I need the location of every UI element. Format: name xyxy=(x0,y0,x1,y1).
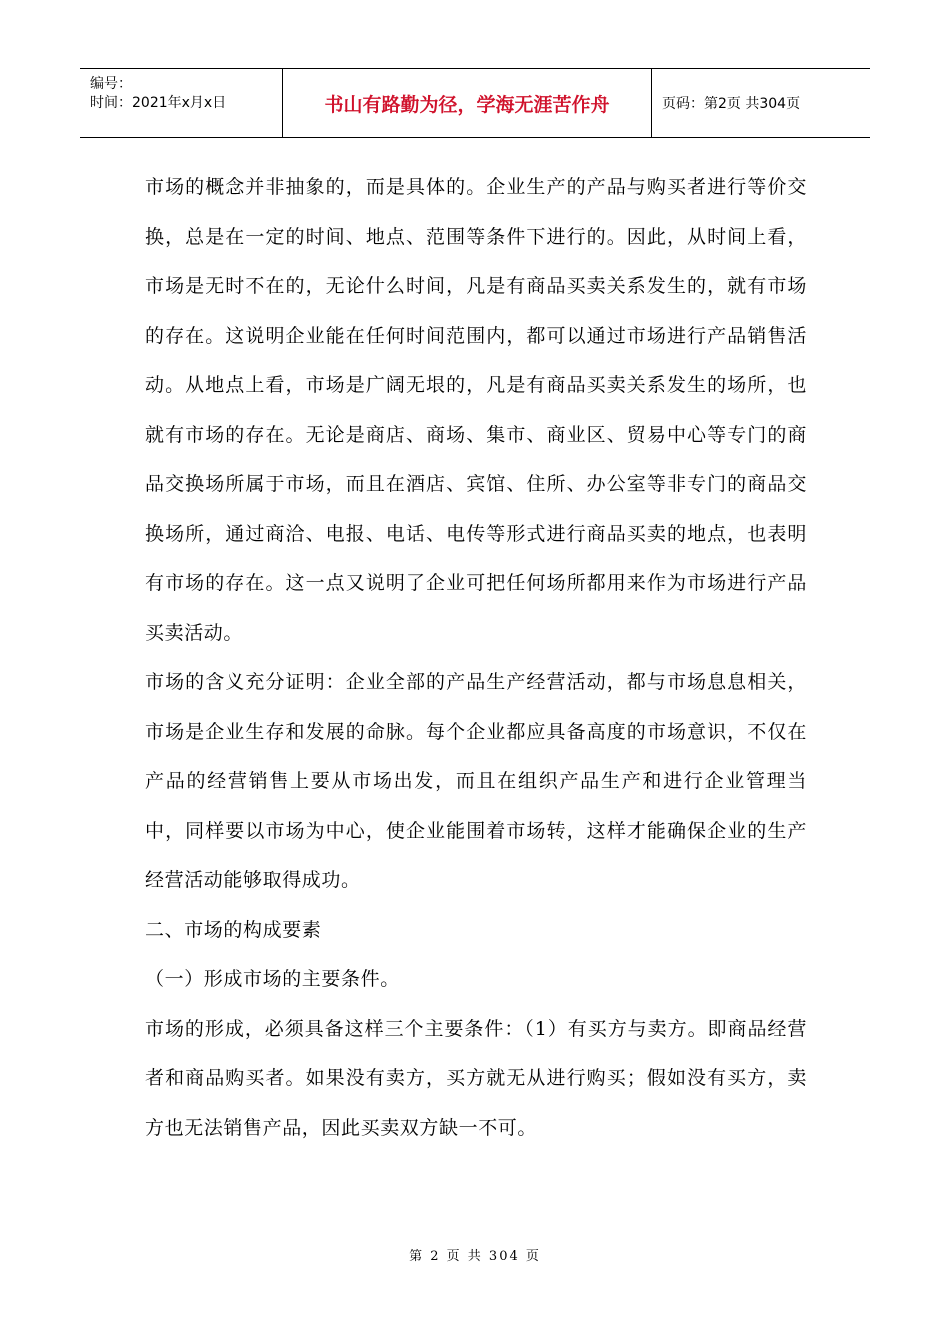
subsection-heading: （一）形成市场的主要条件。 xyxy=(145,968,400,990)
date-label: 时间：2021年x月x日 xyxy=(90,95,227,111)
document-body xyxy=(145,163,807,1153)
code-label: 编号： xyxy=(90,76,132,92)
paragraph: 市场的形成，必须具备这样三个主要条件：（1）有买方与卖方。即商品经营者和商品购买者。如果没有卖方，买方就无从进行购买；假如没有买方，卖方也无法销售产品，因此买卖双方缺一不可。 xyxy=(145,1017,807,1139)
page-header xyxy=(80,68,870,138)
page-footer: 第 2 页 共 304 页 xyxy=(409,1249,541,1264)
paragraph: 市场的概念并非抽象的，而是具体的。企业生产的产品与购买者进行等价交换，总是在一定的时间、地点、范围等条件下进行的。因此，从时间上看，市场是无时不在的，无论什么时间，凡是有商品买卖关系发生的，就有市场的存在。这说明企业能在任何时间范围内，都可以通过市场进行产品销售活动。从地点上看，市场是广阔无垠的，凡是有商品买卖关系发生的场所，也就有市场的存在。无论是商店、商场、集市、商业区、贸易中心等专门的商品交换场所属于市场，而且在酒店、宾馆、住所、办公室等非专门的商品交换场所，通过商洽、电报、电话、电传等形式进行商品买卖的地点，也表明有市场的存在。这一点又说明了企业可把任何场所都用来作为市场进行产品买卖活动。 xyxy=(145,176,807,644)
header-page-info: 页码：第2页 共304页 xyxy=(662,96,801,112)
header-motto: 书山有路勤为径，学海无涯苦作舟 xyxy=(283,69,652,137)
header-meta xyxy=(80,69,283,137)
section-heading: 二、市场的构成要素 xyxy=(145,918,322,941)
paragraph: 市场的含义充分证明：企业全部的产品生产经营活动，都与市场息息相关，市场是企业生存和发展的命脉。每个企业都应具备高度的市场意识，不仅在产品的经营销售上要从市场出发，而且在组织产品生产和进行企业管理当中，同样要以市场为中心，使企业能围着市场转，这样才能确保企业的生产经营活动能够取得成功。 xyxy=(145,671,807,891)
